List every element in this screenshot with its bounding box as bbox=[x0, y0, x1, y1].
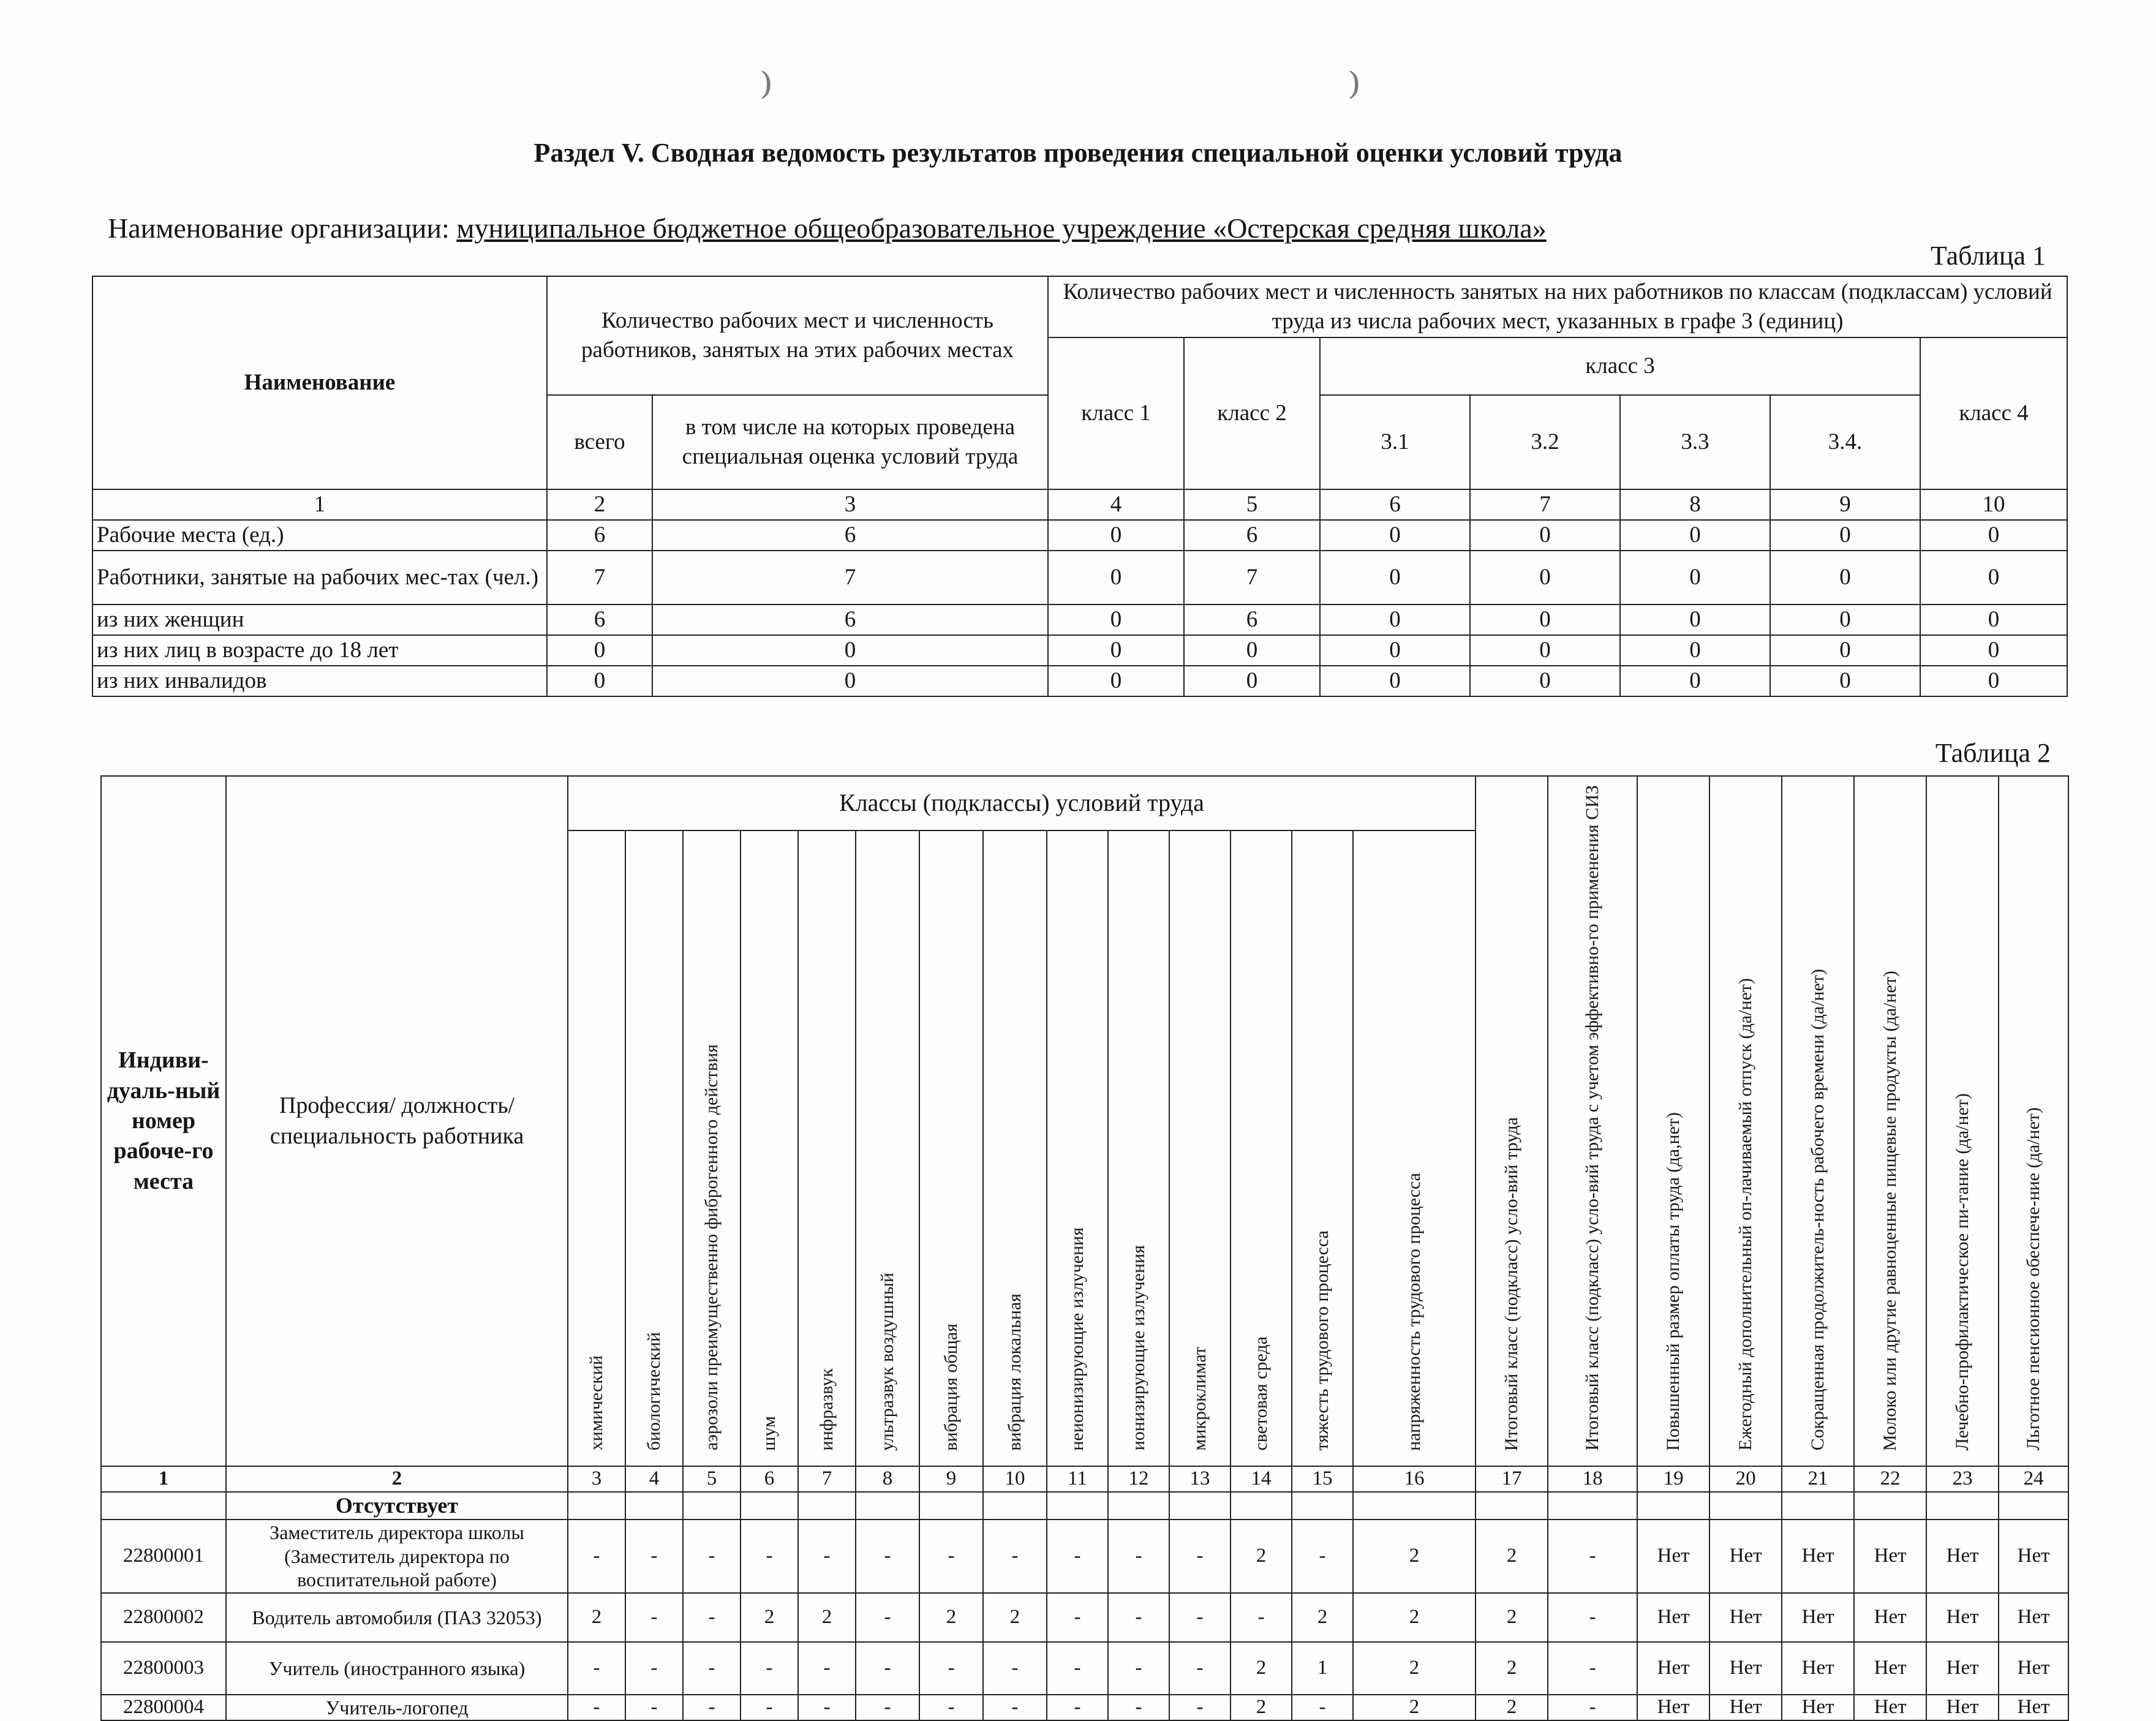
t2-section-empty-16 bbox=[1353, 1492, 1476, 1520]
t2-cell: 2 bbox=[1476, 1695, 1548, 1720]
t2-col-number: 3 bbox=[568, 1466, 625, 1492]
scan-mark-left: ⁾ bbox=[760, 61, 774, 126]
t1-cell: 0 bbox=[1470, 551, 1620, 604]
t2-factor-text: вибрация общая bbox=[940, 1323, 961, 1451]
t2-cell: Нет bbox=[1782, 1695, 1854, 1720]
t1-cell: 6 bbox=[1184, 520, 1320, 551]
t1-col-number: 5 bbox=[1184, 489, 1320, 520]
t2-factor-header bbox=[919, 830, 983, 1467]
t2-cell: 2 bbox=[1476, 1642, 1548, 1695]
t1-cell: 0 bbox=[1184, 666, 1320, 696]
t2-factor-text: микроклимат bbox=[1189, 1346, 1210, 1451]
t2-cell: 2 bbox=[919, 1593, 983, 1642]
t2-col-number: 10 bbox=[983, 1466, 1047, 1492]
t1-cell: 0 bbox=[1770, 520, 1920, 551]
t2-header-classes: Классы (подклассы) условий труда bbox=[568, 776, 1476, 830]
t2-workplace-id: 22800002 bbox=[101, 1593, 226, 1642]
t2-cell: Нет bbox=[1782, 1520, 1854, 1593]
t1-cell: 0 bbox=[1320, 635, 1470, 666]
t1-cell: 0 bbox=[1470, 604, 1620, 635]
t2-header-18 bbox=[1548, 776, 1637, 1466]
t2-factor-text: световая среда bbox=[1250, 1336, 1271, 1451]
t1-cell: 6 bbox=[547, 604, 652, 635]
t2-cell: - bbox=[1548, 1695, 1637, 1720]
t2-cell: Нет bbox=[1637, 1520, 1709, 1593]
t2-cell: - bbox=[1047, 1642, 1108, 1695]
t1-cell: 7 bbox=[652, 551, 1048, 604]
t1-cell: 0 bbox=[547, 666, 652, 696]
summary-table bbox=[92, 276, 2068, 697]
t2-section-empty-3 bbox=[568, 1492, 625, 1520]
t1-col-number: 4 bbox=[1048, 489, 1184, 520]
t2-cell: - bbox=[856, 1695, 919, 1720]
t2-factor-header bbox=[1353, 830, 1476, 1467]
t2-cell: Нет bbox=[1782, 1593, 1854, 1642]
t2-cell: Нет bbox=[1999, 1642, 2068, 1695]
t2-col-number: 2 bbox=[226, 1466, 568, 1492]
t2-cell: Нет bbox=[1926, 1593, 1999, 1642]
t1-row bbox=[92, 666, 2067, 696]
t2-cell: - bbox=[1108, 1593, 1169, 1642]
t2-factor-text: ионизирующие излучения bbox=[1128, 1245, 1148, 1451]
t2-cell: - bbox=[1292, 1695, 1353, 1720]
t2-profession: Заместитель директора школы (Заместитель директора по воспитательной работе) bbox=[226, 1520, 568, 1593]
t2-section-empty-6 bbox=[741, 1492, 798, 1520]
t1-cell: 0 bbox=[1320, 520, 1470, 551]
t1-row-label: Работники, занятые на рабочих мес-тах (чел.) bbox=[92, 551, 547, 604]
t1-header-assessed: в том числе на которых проведена специальная оценка условий труда bbox=[652, 395, 1048, 489]
t2-cell: - bbox=[683, 1520, 741, 1593]
t1-header-count: Количество рабочих мест и численность работников, занятых на этих рабочих местах bbox=[547, 276, 1048, 395]
t2-col-number: 12 bbox=[1108, 1466, 1169, 1492]
t2-cell: 2 bbox=[568, 1593, 625, 1642]
t1-header-3-3: 3.3 bbox=[1620, 395, 1770, 489]
t2-header-21 bbox=[1782, 776, 1854, 1466]
t2-header-20 bbox=[1709, 776, 1782, 1466]
t2-section-empty-19 bbox=[1637, 1492, 1709, 1520]
t2-factor-header bbox=[568, 830, 625, 1467]
t1-header-total: всего bbox=[547, 395, 652, 489]
t2-profession: Водитель автомобиля (ПАЗ 32053) bbox=[226, 1593, 568, 1642]
t2-col-number: 1 bbox=[101, 1466, 226, 1492]
t2-col-number: 8 bbox=[856, 1466, 919, 1492]
t2-cell: Нет bbox=[1854, 1520, 1926, 1593]
t2-factor-text: неионизирующие излучения bbox=[1066, 1227, 1087, 1451]
t1-cell: 0 bbox=[1770, 635, 1920, 666]
t1-cell: 0 bbox=[1320, 604, 1470, 635]
t2-workplace-id: 22800003 bbox=[101, 1642, 226, 1695]
t2-cell: - bbox=[568, 1520, 625, 1593]
t2-cell: 2 bbox=[1353, 1520, 1476, 1593]
t2-section-empty-22 bbox=[1854, 1492, 1926, 1520]
t2-cell: 2 bbox=[1353, 1642, 1476, 1695]
t2-cell: 2 bbox=[1476, 1520, 1548, 1593]
t2-cell: 2 bbox=[741, 1593, 798, 1642]
table1-caption: Таблица 1 bbox=[1930, 241, 2046, 271]
t1-cell: 0 bbox=[1620, 666, 1770, 696]
t1-cell: 0 bbox=[1320, 666, 1470, 696]
t1-cell: 0 bbox=[1048, 520, 1184, 551]
t2-col-number: 9 bbox=[919, 1466, 983, 1492]
t2-cell: - bbox=[1548, 1520, 1637, 1593]
t2-cell: - bbox=[983, 1642, 1047, 1695]
t2-col-number: 22 bbox=[1854, 1466, 1926, 1492]
t2-row bbox=[101, 1520, 2068, 1593]
t2-row bbox=[101, 1642, 2068, 1695]
t2-section-empty-11 bbox=[1047, 1492, 1108, 1520]
t1-col-number: 10 bbox=[1920, 489, 2067, 520]
t2-cell: - bbox=[741, 1695, 798, 1720]
t2-cell: - bbox=[1548, 1593, 1637, 1642]
t2-cell: 2 bbox=[1231, 1642, 1292, 1695]
t2-cell: 2 bbox=[983, 1593, 1047, 1642]
t2-factor-header bbox=[798, 830, 856, 1467]
t2-factor-header bbox=[1231, 830, 1292, 1467]
t2-cell: - bbox=[919, 1520, 983, 1593]
organization-line bbox=[108, 212, 1547, 244]
t1-col-number: 9 bbox=[1770, 489, 1920, 520]
t1-cell: 0 bbox=[1470, 666, 1620, 696]
t2-cell: - bbox=[683, 1695, 741, 1720]
t2-header-17-text: Итоговый класс (подкласс) усло-вий труда bbox=[1501, 1117, 1521, 1451]
t1-header-class3: класс 3 bbox=[1320, 337, 1920, 395]
t2-col-number: 6 bbox=[741, 1466, 798, 1492]
t1-row-label: из них женщин bbox=[92, 604, 547, 635]
t2-row bbox=[101, 1695, 2068, 1720]
t2-cell: - bbox=[1108, 1642, 1169, 1695]
t2-cell: - bbox=[1108, 1520, 1169, 1593]
t2-cell: Нет bbox=[1637, 1642, 1709, 1695]
t2-cell: Нет bbox=[1999, 1593, 2068, 1642]
t2-factor-header bbox=[1169, 830, 1231, 1467]
t2-cell: - bbox=[983, 1520, 1047, 1593]
t2-section-id-cell bbox=[101, 1492, 226, 1520]
t2-section-empty-10 bbox=[983, 1492, 1047, 1520]
t2-profession: Учитель-логопед bbox=[226, 1695, 568, 1720]
t2-section-label: Отсутствует bbox=[226, 1492, 568, 1520]
t1-col-number: 3 bbox=[652, 489, 1048, 520]
t2-section-empty-17 bbox=[1476, 1492, 1548, 1520]
t2-column-numbers bbox=[101, 1466, 2068, 1492]
t2-factor-text: аэрозоли преимущественно фиброгенного действия bbox=[701, 1044, 722, 1451]
t2-header-22-text: Молоко или другие равноценные пищевые продукты (да/нет) bbox=[1879, 970, 1900, 1451]
t2-col-number: 7 bbox=[798, 1466, 856, 1492]
t2-cell: - bbox=[1108, 1695, 1169, 1720]
t2-header-24-text: Льготное пенсионное обеспече-ние (да/нет) bbox=[2022, 1107, 2043, 1451]
t2-cell: Нет bbox=[1637, 1695, 1709, 1720]
t2-header-24 bbox=[1999, 776, 2068, 1466]
t1-cell: 0 bbox=[1048, 666, 1184, 696]
t1-cell: 0 bbox=[1620, 551, 1770, 604]
t1-col-number: 1 bbox=[92, 489, 547, 520]
t2-cell: Нет bbox=[1709, 1642, 1782, 1695]
t1-row bbox=[92, 520, 2067, 551]
t1-cell: 6 bbox=[652, 604, 1048, 635]
t1-header-3-1: 3.1 bbox=[1320, 395, 1470, 489]
t1-row-label: из них лиц в возрасте до 18 лет bbox=[92, 635, 547, 666]
t1-cell: 0 bbox=[1620, 520, 1770, 551]
t1-row-label: Рабочие места (ед.) bbox=[92, 520, 547, 551]
t1-cell: 0 bbox=[1470, 520, 1620, 551]
t1-cell: 7 bbox=[547, 551, 652, 604]
t1-cell: 0 bbox=[652, 666, 1048, 696]
t2-cell: Нет bbox=[1854, 1642, 1926, 1695]
t2-col-number: 19 bbox=[1637, 1466, 1709, 1492]
t2-factor-text: шум bbox=[758, 1415, 779, 1451]
t1-cell: 0 bbox=[1048, 551, 1184, 604]
t2-section-empty-24 bbox=[1999, 1492, 2068, 1520]
t2-factor-header bbox=[1047, 830, 1108, 1467]
t2-header-19-text: Повышенный размер оплаты труда (да,нет) bbox=[1662, 1112, 1683, 1451]
t2-cell: - bbox=[1548, 1642, 1637, 1695]
t2-cell: - bbox=[1169, 1520, 1231, 1593]
t2-cell: 2 bbox=[1231, 1695, 1292, 1720]
t2-cell: - bbox=[683, 1642, 741, 1695]
t1-cell: 6 bbox=[1184, 604, 1320, 635]
t2-factor-header bbox=[683, 830, 741, 1467]
t2-col-number: 14 bbox=[1231, 1466, 1292, 1492]
t2-cell: - bbox=[983, 1695, 1047, 1720]
t2-factor-header bbox=[625, 830, 683, 1467]
t1-cell: 0 bbox=[1920, 666, 2067, 696]
t2-cell: Нет bbox=[1926, 1520, 1999, 1593]
t1-cell: 0 bbox=[547, 635, 652, 666]
t2-cell: Нет bbox=[1854, 1695, 1926, 1720]
t1-cell: 0 bbox=[1770, 551, 1920, 604]
t1-cell: 0 bbox=[1620, 604, 1770, 635]
t2-col-number: 21 bbox=[1782, 1466, 1854, 1492]
t2-header-18-text: Итоговый класс (подкласс) усло-вий труда с учетом эффективно-го применения СИЗ bbox=[1581, 785, 1602, 1451]
t2-factor-header bbox=[856, 830, 919, 1467]
t2-section-empty-21 bbox=[1782, 1492, 1854, 1520]
t2-section-empty-23 bbox=[1926, 1492, 1999, 1520]
page-title: Раздел V. Сводная ведомость результатов проведения специальной оценки условий труда bbox=[533, 138, 1623, 168]
t2-cell: Нет bbox=[1999, 1520, 2068, 1593]
t1-col-number: 2 bbox=[547, 489, 652, 520]
t2-cell: - bbox=[856, 1520, 919, 1593]
t2-cell: - bbox=[568, 1642, 625, 1695]
t2-col-number: 16 bbox=[1353, 1466, 1476, 1492]
t1-cell: 0 bbox=[1048, 635, 1184, 666]
t1-cell: 0 bbox=[1920, 551, 2067, 604]
t2-header-23-text: Лечебно-профилактическое пи-тание (да/нет) bbox=[1951, 1093, 1972, 1451]
t2-profession: Учитель (иностранного языка) bbox=[226, 1642, 568, 1695]
organization-label: Наименование организации: bbox=[108, 213, 450, 244]
t1-row bbox=[92, 604, 2067, 635]
t2-header-23 bbox=[1926, 776, 1999, 1466]
t2-cell: 2 bbox=[1292, 1593, 1353, 1642]
t2-cell: 2 bbox=[798, 1593, 856, 1642]
t1-cell: 0 bbox=[1770, 604, 1920, 635]
t2-cell: - bbox=[856, 1593, 919, 1642]
t2-section-empty-7 bbox=[798, 1492, 856, 1520]
t1-cell: 6 bbox=[652, 520, 1048, 551]
t2-cell: Нет bbox=[1782, 1642, 1854, 1695]
t2-row bbox=[101, 1593, 2068, 1642]
t2-cell: - bbox=[625, 1642, 683, 1695]
t2-cell: - bbox=[798, 1642, 856, 1695]
t2-cell: - bbox=[1047, 1695, 1108, 1720]
t1-header-class4: класс 4 bbox=[1920, 337, 2067, 489]
t2-section-empty-18 bbox=[1548, 1492, 1637, 1520]
t2-col-number: 17 bbox=[1476, 1466, 1548, 1492]
t2-header-21-text: Сокращенная продолжитель-ность рабочего времени (да/нет) bbox=[1807, 969, 1828, 1451]
workplace-table bbox=[100, 775, 2069, 1721]
t1-col-number: 7 bbox=[1470, 489, 1620, 520]
t2-header-22 bbox=[1854, 776, 1926, 1466]
scan-mark-right: ⁾ bbox=[1348, 61, 1362, 126]
t2-col-number: 11 bbox=[1047, 1466, 1108, 1492]
t1-cell: 0 bbox=[1184, 635, 1320, 666]
t1-cell: 0 bbox=[1920, 635, 2067, 666]
t1-row bbox=[92, 635, 2067, 666]
organization-name: муниципальное бюджетное общеобразовательное учреждение «Остерская средняя школа» bbox=[456, 213, 1547, 244]
t2-section-empty-15 bbox=[1292, 1492, 1353, 1520]
t2-cell: - bbox=[919, 1695, 983, 1720]
t2-section-row bbox=[101, 1492, 2068, 1520]
t1-cell: 0 bbox=[1920, 604, 2067, 635]
t2-cell: - bbox=[1047, 1593, 1108, 1642]
t1-row bbox=[92, 551, 2067, 604]
t2-col-number: 15 bbox=[1292, 1466, 1353, 1492]
t2-cell: - bbox=[1169, 1593, 1231, 1642]
t2-factor-text: тяжесть трудового процесса bbox=[1311, 1230, 1332, 1451]
t2-col-number: 23 bbox=[1926, 1466, 1999, 1492]
t1-row-label: из них инвалидов bbox=[92, 666, 547, 696]
t2-section-empty-12 bbox=[1108, 1492, 1169, 1520]
t2-factor-text: ультразвук воздушный bbox=[876, 1272, 897, 1451]
table2-caption: Таблица 2 bbox=[1935, 738, 2051, 768]
t1-column-numbers bbox=[92, 489, 2067, 520]
t2-cell: - bbox=[1231, 1593, 1292, 1642]
t2-cell: - bbox=[625, 1520, 683, 1593]
t2-cell: Нет bbox=[1926, 1695, 1999, 1720]
t1-header-class2: класс 2 bbox=[1184, 337, 1320, 489]
t2-cell: Нет bbox=[1926, 1642, 1999, 1695]
t2-header-id: Индиви-дуаль-ный номер рабоче-го места bbox=[101, 776, 226, 1466]
t1-cell: 0 bbox=[652, 635, 1048, 666]
t2-header-profession: Профессия/ должность/ специальность работника bbox=[226, 776, 568, 1466]
t2-cell: - bbox=[1047, 1520, 1108, 1593]
t1-col-number: 8 bbox=[1620, 489, 1770, 520]
t2-col-number: 18 bbox=[1548, 1466, 1637, 1492]
t1-cell: 0 bbox=[1620, 635, 1770, 666]
t1-cell: 0 bbox=[1920, 520, 2067, 551]
t2-factor-text: вибрация локальная bbox=[1004, 1293, 1025, 1451]
t1-cell: 0 bbox=[1770, 666, 1920, 696]
t2-section-empty-9 bbox=[919, 1492, 983, 1520]
t2-cell: - bbox=[1292, 1520, 1353, 1593]
t2-cell: - bbox=[568, 1695, 625, 1720]
t2-cell: Нет bbox=[1854, 1593, 1926, 1642]
t2-cell: - bbox=[625, 1695, 683, 1720]
t2-cell: 1 bbox=[1292, 1642, 1353, 1695]
t2-section-empty-8 bbox=[856, 1492, 919, 1520]
t2-section-empty-4 bbox=[625, 1492, 683, 1520]
t2-cell: - bbox=[798, 1520, 856, 1593]
t2-cell: Нет bbox=[1709, 1520, 1782, 1593]
t2-factor-text: химический bbox=[586, 1355, 606, 1451]
t2-col-number: 4 bbox=[625, 1466, 683, 1492]
t1-cell: 7 bbox=[1184, 551, 1320, 604]
t2-factor-text: биологический bbox=[643, 1332, 664, 1451]
t2-header-19 bbox=[1637, 776, 1709, 1466]
t2-col-number: 5 bbox=[683, 1466, 741, 1492]
t2-factor-header bbox=[1108, 830, 1169, 1467]
t2-col-number: 13 bbox=[1169, 1466, 1231, 1492]
t2-cell: - bbox=[625, 1593, 683, 1642]
t2-factor-text: инфразвук bbox=[816, 1368, 837, 1451]
t2-cell: - bbox=[1169, 1642, 1231, 1695]
t2-cell: - bbox=[919, 1642, 983, 1695]
t2-header-17 bbox=[1476, 776, 1548, 1466]
t2-section-empty-5 bbox=[683, 1492, 741, 1520]
t1-header-3-2: 3.2 bbox=[1470, 395, 1620, 489]
t2-header-20-text: Ежегодный дополнительный оп-лачиваемый отпуск (да/нет) bbox=[1735, 978, 1755, 1451]
t2-cell: 2 bbox=[1353, 1593, 1476, 1642]
t1-header-by-class: Количество рабочих мест и численность занятых на них работников по классам (подклассам) условий труда из числа рабочих мест, указанных в графе 3 (единиц) bbox=[1048, 276, 2067, 337]
t2-factor-header bbox=[1292, 830, 1353, 1467]
t2-cell: Нет bbox=[1709, 1593, 1782, 1642]
t2-col-number: 24 bbox=[1999, 1466, 2068, 1492]
t2-cell: - bbox=[741, 1642, 798, 1695]
t2-cell: 2 bbox=[1476, 1593, 1548, 1642]
t2-section-empty-13 bbox=[1169, 1492, 1231, 1520]
t2-cell: - bbox=[741, 1520, 798, 1593]
t2-cell: - bbox=[683, 1593, 741, 1642]
t2-cell: - bbox=[1169, 1695, 1231, 1720]
t2-cell: - bbox=[856, 1642, 919, 1695]
t1-cell: 0 bbox=[1470, 635, 1620, 666]
t1-col-number: 6 bbox=[1320, 489, 1470, 520]
t2-factor-header bbox=[741, 830, 798, 1467]
t1-cell: 0 bbox=[1048, 604, 1184, 635]
t2-factor-header bbox=[983, 830, 1047, 1467]
t2-cell: 2 bbox=[1353, 1695, 1476, 1720]
t2-workplace-id: 22800004 bbox=[101, 1695, 226, 1720]
t1-header-name: Наименование bbox=[92, 276, 547, 489]
t2-section-empty-14 bbox=[1231, 1492, 1292, 1520]
t2-workplace-id: 22800001 bbox=[101, 1520, 226, 1593]
t1-header-class1: класс 1 bbox=[1048, 337, 1184, 489]
t2-factor-text: напряженность трудового процесса bbox=[1403, 1172, 1424, 1451]
t2-cell: - bbox=[798, 1695, 856, 1720]
t1-cell: 6 bbox=[547, 520, 652, 551]
t2-col-number: 20 bbox=[1709, 1466, 1782, 1492]
t1-header-3-4: 3.4. bbox=[1770, 395, 1920, 489]
t2-cell: Нет bbox=[1709, 1695, 1782, 1720]
t2-cell: 2 bbox=[1231, 1520, 1292, 1593]
t1-cell: 0 bbox=[1320, 551, 1470, 604]
t2-cell: Нет bbox=[1999, 1695, 2068, 1720]
t2-cell: Нет bbox=[1637, 1593, 1709, 1642]
t2-section-empty-20 bbox=[1709, 1492, 1782, 1520]
